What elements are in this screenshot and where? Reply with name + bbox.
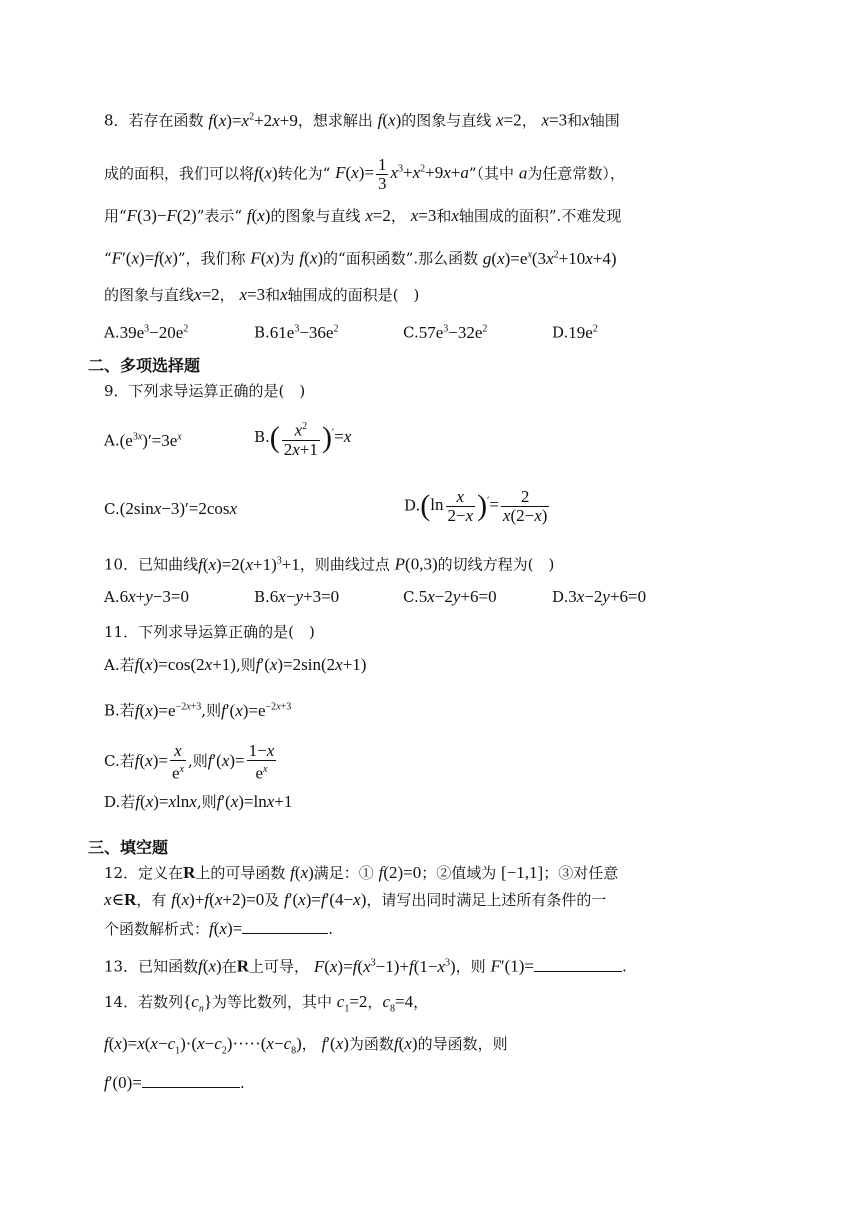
- q10-stem: 10．已知曲线$f(x)=2(x+1)^3+1$，则曲线过点 P(0,3)的切线方程为( ): [104, 554, 555, 574]
- q8-line-1: 8．若存在函数 $f(x)=x^2+2x+9$，想求解出 f(x)的图象与直线 x=2， x=3和x轴围: [104, 110, 620, 130]
- q9-option-c: C.(2sinx−3)′=2cosx: [104, 499, 238, 518]
- q12-line-2: x∈R，有 f(x)+f(x+2)=0及 f′(x)=f′(4−x)，请写出同时满足上述所有条件的一: [104, 890, 607, 909]
- q14-line-1: 14．若数列$\{c_n\}$为等比数列，其中 $c_1=2$，$c_8=4$，: [104, 992, 429, 1015]
- q12-line-3: 个函数解析式：f(x)= .: [104, 919, 333, 938]
- q10-option-b: B.6x−y+3=0: [254, 587, 340, 606]
- q11-option-d: D.若f(x)=xlnx,则f′(x)=lnx+1: [104, 792, 293, 811]
- q9-option-b: B.( $\frac{x^2}{2x+1}$ )′=x: [254, 418, 351, 459]
- q10-option-d: D.3x−2y+6=0: [552, 587, 647, 606]
- q13-line: 13．已知函数f(x)在R上可导， $F(x)=f(x^3-1)+f(1-x^3)$，则 F′(1)= .: [104, 956, 627, 976]
- q14-answer-blank[interactable]: [142, 1073, 240, 1088]
- q8-line-5: 的图象与直线x=2， x=3和x轴围成的面积是( ): [104, 285, 420, 304]
- q14-line-3: f′(0)= .: [104, 1073, 245, 1092]
- q9-stem: 9．下列求导运算正确的是( ): [104, 382, 306, 400]
- q8-option-b: $B.61e^3-36e^2$: [254, 322, 339, 342]
- q10-option-c: C.5x−2y+6=0: [403, 587, 497, 606]
- q8-line-4: “F′(x)=f(x)”，我们称 F(x)为 f(x)的“面积函数”.那么函数 $g(x)=e^x(3x^2+10x+4)$: [104, 248, 617, 268]
- q11-option-b: B.若$f(x)=e^{-2x+3}$,则$f'(x)=e^{-2x+3}$: [104, 700, 292, 720]
- q14-line-2: $f(x)=x(x-c_1)\cdot(x-c_2)\cdot\cdot\cdot\cdot\cdot(x-c_8)$， f′(x)为函数f(x)的导函数，则: [104, 1034, 508, 1057]
- q11-option-a: A.若f(x)=cos(2x+1),则f′(x)=2sin(2x+1): [104, 655, 367, 674]
- q13-answer-blank[interactable]: [534, 957, 622, 972]
- q9-option-a: $A.(e^{3x})'=3e^x$: [104, 430, 182, 450]
- q8-option-c: $C.57e^3-32e^2$: [403, 322, 488, 342]
- section-two-heading: 二、多项选择题: [88, 356, 201, 375]
- q12-line-1: 12．定义在R上的可导函数 f(x)满足：① f(2)=0；②值域为 [−1,1]；③对任意: [104, 863, 619, 882]
- q8-option-a: $A.39e^3-20e^2$: [104, 322, 189, 342]
- q8-line-3: 用“F(3)−F(2)”表示“ f(x)的图象与直线 x=2， x=3和x轴围成的面积”.不难发现: [104, 206, 622, 225]
- q8-line-2: 成的面积，我们可以将f(x)转化为“ F(x)= $\frac{1}{3}$ $x^3+x^2+9x+a$”（其中 a为任意常数），: [104, 155, 625, 193]
- q10-option-a: A.6x+y−3=0: [104, 587, 189, 606]
- q11-option-c: C.若f(x)= $\frac{x}{e^x}$ ,则f′(x)= $\frac{1-x}{e^x}$: [104, 741, 275, 783]
- exam-page: [88, 0, 764, 1216]
- section-three-heading: 三、填空题: [88, 838, 169, 857]
- q8-option-d: $D.19e^2$: [552, 322, 598, 342]
- q9-option-d: D.(ln $\frac{x}{2-x}$ )′= $\frac{2}{x(2-x)}$: [404, 487, 548, 525]
- q12-answer-blank[interactable]: [242, 919, 328, 934]
- q11-stem: 11．下列求导运算正确的是( ): [104, 623, 315, 641]
